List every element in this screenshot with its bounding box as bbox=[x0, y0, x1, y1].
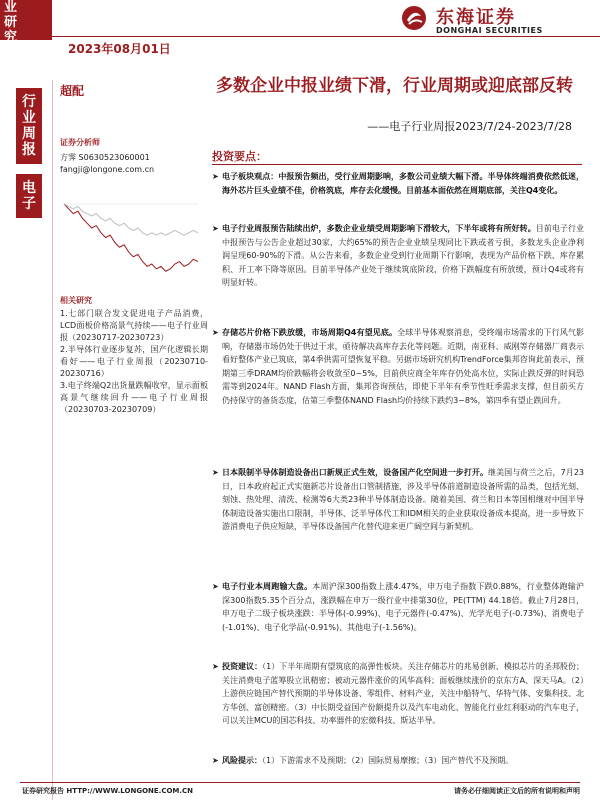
report-title: 多数企业中报业绩下滑，行业周期或迎底部反转 bbox=[216, 76, 573, 96]
key-point-body: 目前电子行业中报预告与公告企业超过30家，大约65%的预告企业业绩呈现同比下跌或者亏损，多数龙头企业净利润呈现60-90%的下滑。从公告来看，多数企业受到行业周期下行影响，表现为产品价格下跌、库存累积、开工率下降等原因。目前半导体产业处于继续筑底阶段，价格下跌幅度有所放缓，预计Q4或将有明显好转。 bbox=[222, 224, 585, 287]
key-point-lead: 存储芯片价格下跌放缓，市场周期Q4有望见底。 bbox=[222, 328, 398, 337]
report-type-tab bbox=[0, 0, 52, 45]
key-point-body: 继美国与荷兰之后，7月23日，日本政府起正式实施新芯片设备出口管制措施，涉及半导体前道制造设备所需的品类，包括光刻、刻蚀、热处理、清洗、检测等6大类23种半导体制造设备。随着美国、荷兰和日本等国相继对中国半导体制造设备实施出口限制，半导体、泛半导体代工和IDM相关的企业获取设备成本提高，进一步导致下游消费电子供应短缺，半导体设备国产化替代迎来更广阔空间与新契机。 bbox=[222, 468, 584, 531]
analyst-info bbox=[60, 152, 210, 176]
key-point bbox=[212, 754, 584, 768]
report-date: 2023年08月01日 bbox=[68, 42, 171, 56]
bullet-icon: ➤ bbox=[212, 582, 219, 591]
analyst-heading: 证券分析师 bbox=[60, 138, 100, 147]
footer-divider bbox=[20, 782, 580, 783]
key-point bbox=[212, 222, 584, 290]
key-point-lead: 风险提示： bbox=[222, 756, 262, 765]
logo-english-name: DONGHAI SECURITIES bbox=[436, 26, 543, 35]
key-points-divider bbox=[212, 164, 582, 165]
sidebar-industry bbox=[16, 174, 42, 218]
bullet-icon: ➤ bbox=[212, 756, 219, 765]
key-points-heading: 投资要点： bbox=[212, 150, 267, 163]
report-type-label: 业研究 bbox=[4, 0, 18, 45]
related-item[interactable]: 2.半导体行业逐步复苏，国产化逻辑长期看好——电子行业周报（20230710-20230716） bbox=[60, 345, 208, 378]
bullet-icon: ➤ bbox=[212, 172, 219, 181]
industry-rating: 超配 bbox=[60, 84, 85, 98]
report-subtitle: ——电子行业周报2023/7/24-2023/7/28 bbox=[367, 120, 572, 133]
key-point-body: 全球半导体观察消息，受终端市场需求的下行风气影响，存储器市场仍处于供过于求，亟待解决高库存去化等问题。近期，南亚科、威刚等存储器厂商表示看好整体产业已筑底，第4季供需可望恢复平稳。另据市场研究机构TrendForce集邦咨询此前表示，预期第三季DRAM均价跌幅将会收敛至0~5%，目前供应商全年库存仍处高水位，实际止跌反弹的时间恐需等到2024年。NAND Flash方面，集邦咨询预估，即使下半年有季节性旺季需求支撑，但目前买方仍持保守的备货态度，估第三季整体NAND Flash均价持续下跌约3~8%，第四季有望止跌回升。 bbox=[222, 328, 585, 405]
sidebar-category bbox=[16, 88, 42, 164]
bullet-icon: ➤ bbox=[212, 224, 219, 233]
chart-series-line bbox=[64, 204, 198, 271]
sidebar-category-label: 行业周报 bbox=[22, 94, 36, 158]
related-research-list bbox=[60, 308, 208, 416]
bullet-icon: ➤ bbox=[212, 662, 219, 671]
bullet-icon: ➤ bbox=[212, 468, 219, 477]
key-point-lead: 电子板块观点：中报预告频出，受行业周期影响，多数公司业绩大幅下滑。半导体终端消费依然低迷，海外芯片巨头业绩不佳，价格筑底，库存去化缓慢。目前基本面依然在周期底部，关注Q4变化。 bbox=[222, 172, 584, 195]
key-point-lead: 电子行业周报预告陆续出炉，多数企业业绩受周期影响下滑较大，下半年或将有所好转。 bbox=[222, 224, 536, 233]
footer-disclaimer: 请务必仔细阅读正文后的所有说明和声明 bbox=[454, 787, 580, 795]
key-point bbox=[212, 580, 584, 634]
sidebar-industry-label: 电子 bbox=[22, 180, 36, 212]
key-point bbox=[212, 170, 584, 197]
key-point bbox=[212, 326, 584, 407]
analyst-email[interactable]: fangji@longone.com.cn bbox=[60, 165, 155, 174]
analyst-name: 方霁 S0630523060001 bbox=[60, 153, 150, 162]
key-point bbox=[212, 660, 584, 728]
key-point-body: 本周沪深300指数上涨4.47%，申万电子指数下跌0.88%，行业整体跑输沪深300指数5.35个百分点，涨跌幅在申万一级行业中排第30位，PE(TTM) 44.18倍。截止7月28日，申万电子二级子板块涨跌：半导体(-0.99%)、电子元器件(-0.47%)、光学光电子(-0.73%)、消费电子(-1.01%)、电子化学品(-0.91%)、其他电子(-1.56%)。 bbox=[222, 582, 584, 632]
key-point-lead: 日本限制半导体制造设备出口新规正式生效，设备国产化空间进一步打开。 bbox=[222, 468, 489, 477]
related-item[interactable]: 3.电子终端Q2出货量跌幅收窄，显示面板高景气继续回升——电子行业周报（20230703-20230709） bbox=[60, 381, 208, 414]
footer-website[interactable]: 证券研究报告 HTTP://WWW.LONGONE.COM.CN bbox=[22, 787, 194, 795]
key-point-body: （1）下游需求不及预期；（2）国际贸易摩擦；（3）国产替代不及预期。 bbox=[262, 756, 514, 765]
bullet-icon: ➤ bbox=[212, 328, 219, 337]
key-point-lead: 投资建议： bbox=[222, 662, 263, 671]
header-divider bbox=[52, 36, 600, 37]
key-point-lead: 电子行业本周跑输大盘。 bbox=[222, 582, 313, 591]
related-research-heading: 相关研究 bbox=[60, 296, 92, 305]
performance-chart bbox=[60, 186, 202, 282]
key-point bbox=[212, 466, 584, 534]
related-item[interactable]: 1.七部门联合发文促进电子产品消费，LCD面板价格高景气持续——电子行业周报（20230717-20230723） bbox=[60, 309, 208, 342]
logo-chinese-name: 东海证券 bbox=[436, 7, 516, 28]
donghai-logo-icon bbox=[400, 4, 428, 32]
key-point-body: （1）下半年周期有望筑底的高弹性板块。关注存储芯片的兆易创新、模拟芯片的圣邦股份；关注消费电子蓝筹股立讯精密；被动元器件涨价的风华高科；面板继续涨价的京东方A、深天马A。（2）上游供应链国产替代预期的半导体设备、零组件、材料产业，关注中船特气、华特气体、安集科技、北方华创、富创精密。（3）中长期受益国产份额提升以及汽车电动化、智能化行业红利驱动的汽车电子，可以关注MCU的国芯科技、功率器件的宏微科技、斯达半导。 bbox=[222, 662, 585, 725]
